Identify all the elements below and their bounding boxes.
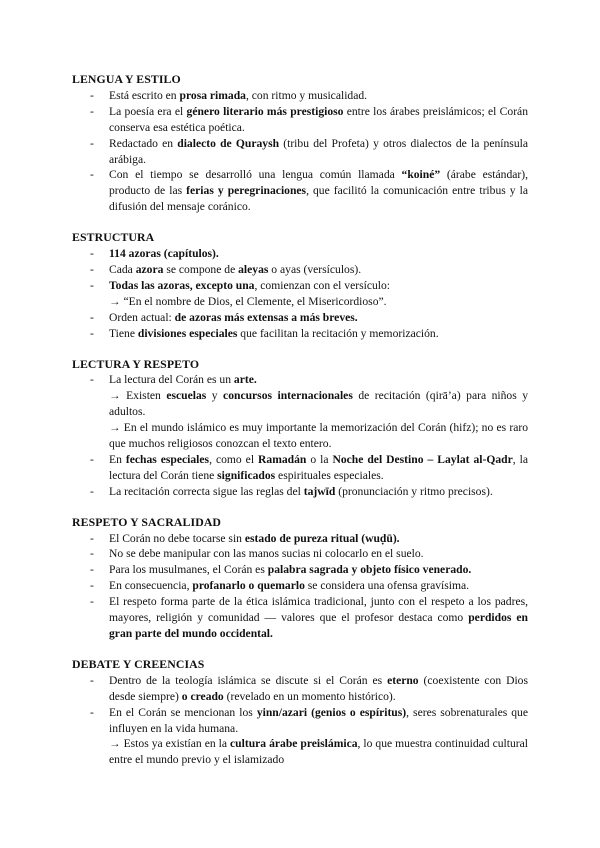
text-run: Redactado en (109, 136, 178, 150)
text-line (109, 88, 528, 104)
list-item (72, 484, 528, 500)
bold-text: significados (217, 468, 276, 482)
dash-bullet-icon: - (90, 484, 94, 498)
list-item (72, 372, 528, 452)
text-line (109, 326, 528, 342)
bold-text: fechas especiales (125, 452, 210, 466)
bold-text: perdidos en gran parte del mundo occidental. (109, 611, 528, 640)
text-run: (coexistente con Dios desde siempre) (109, 673, 528, 703)
dash-bullet-icon: - (90, 705, 94, 719)
text-line (109, 310, 528, 326)
text-run: se compone de (163, 262, 239, 276)
list-item (72, 673, 528, 705)
dash-bullet-icon: - (90, 547, 94, 561)
section (72, 72, 528, 215)
bold-text: o creado (181, 689, 224, 703)
text-run: Tiene (109, 326, 138, 340)
dash-bullet-icon: - (90, 531, 94, 545)
text-line (109, 167, 528, 215)
dash-bullet-icon: - (90, 579, 94, 593)
list-item (72, 262, 528, 278)
section-heading: RESPETO Y SACRALIDAD (72, 514, 222, 529)
section-heading: LECTURA Y RESPETO (72, 356, 200, 371)
text-run: No se debe manipular con las manos sucias ni colocarlo en el suelo. (109, 547, 424, 561)
bold-text: tajwīd (303, 484, 336, 498)
section-heading: ESTRUCTURA (72, 230, 155, 245)
bold-text: divisiones especiales (137, 326, 238, 340)
dash-bullet-icon: - (90, 88, 94, 102)
text-run: (pronunciación y ritmo precisos). (335, 484, 493, 498)
bold-text: palabra sagrada y objeto físico venerado. (267, 563, 472, 577)
text-run: , que facilitó la comunicación entre tribus y la difusión del mensaje coránico. (109, 184, 528, 214)
text-run: , la lectura del Corán tiene (109, 452, 528, 482)
text-line (109, 104, 528, 136)
dash-bullet-icon: - (90, 563, 94, 577)
bold-text: “koiné” (401, 168, 441, 182)
bold-text: Ramadán (258, 452, 307, 466)
list-item (72, 88, 528, 104)
dash-bullet-icon: - (90, 136, 94, 150)
dash-bullet-icon: - (90, 373, 94, 387)
bullet-list (72, 246, 528, 341)
text-run: La recitación correcta sigue las reglas del (109, 484, 304, 498)
text-run: En (109, 452, 126, 466)
text-run: (árabe estándar), producto de las (109, 168, 529, 198)
bold-text: cultura árabe preislámica (230, 737, 358, 751)
list-item (72, 246, 528, 262)
text-run: → “En el nombre de Dios, el Clemente, el Misericordioso”. (109, 294, 387, 308)
bold-text: de azoras más extensas a más breves. (174, 310, 358, 324)
section (72, 657, 528, 768)
text-run: o la (306, 452, 333, 466)
text-run: , lo que muestra continuidad cultural entre el mundo previo y el islamizado (109, 737, 528, 767)
text-run: (tribu del Profeta) y otros dialectos de la península arábiga. (109, 136, 528, 166)
section (72, 357, 528, 500)
section (72, 515, 528, 642)
text-run: y (206, 389, 224, 403)
text-line (109, 294, 528, 310)
bullet-list (72, 673, 528, 768)
text-line (109, 372, 528, 388)
bullet-list (72, 372, 528, 499)
bold-text: arte. (233, 373, 257, 387)
text-run: (revelado en un momento histórico). (223, 689, 396, 703)
text-line (109, 578, 528, 594)
list-item (72, 705, 528, 769)
text-run: Con el tiempo se desarrolló una lengua común llamada (109, 168, 402, 182)
text-run: → Existen (109, 389, 167, 403)
text-run: El respeto forma parte de la ética islámica tradicional, junto con el respeto a los padres, mayores, religión y comunidad — valores que el profesor destaca como (109, 595, 528, 625)
dash-bullet-icon: - (90, 673, 94, 687)
text-run: entre los árabes preislámicos; el Corán conserva esa estética poética. (109, 104, 528, 134)
text-run: La lectura del Corán es un (109, 373, 234, 387)
text-run: En consecuencia, (109, 579, 193, 593)
dash-bullet-icon: - (90, 104, 94, 118)
text-line (109, 594, 528, 642)
text-line (109, 546, 528, 562)
bold-text: eterno (387, 673, 419, 687)
dash-bullet-icon: - (90, 247, 94, 261)
bold-text: género literario más prestigioso (186, 104, 344, 118)
bold-text: yinn/azari (genios o espíritus) (256, 705, 407, 719)
bold-text: escuelas (166, 389, 207, 403)
text-run: , como el (209, 452, 259, 466)
bold-text: 114 azoras (capítulos). (109, 247, 219, 261)
list-item (72, 578, 528, 594)
bold-text: azora (135, 262, 164, 276)
dash-bullet-icon: - (90, 310, 94, 324)
dash-bullet-icon: - (90, 326, 94, 340)
text-line (109, 484, 528, 500)
section-heading: DEBATE Y CREENCIAS (72, 656, 205, 671)
text-run: se considera una ofensa gravísima. (304, 579, 470, 593)
text-line (109, 388, 528, 420)
bold-text: Noche del Destino – Laylat al-Qadr (332, 452, 513, 466)
list-item (72, 167, 528, 215)
text-run: Para los musulmanes, el Corán es (109, 563, 268, 577)
list-item (72, 278, 528, 310)
bold-text: estado de pureza ritual (wuḍū). (244, 531, 400, 545)
text-run: espirituales especiales. (275, 468, 384, 482)
text-run: Está escrito en (109, 88, 180, 102)
text-run: , comienzan con el versículo: (254, 278, 391, 292)
text-run: La poesía era el (109, 104, 187, 118)
list-item (72, 104, 528, 136)
text-run: , con ritmo y musicalidad. (245, 88, 368, 102)
list-item (72, 531, 528, 547)
bullet-list (72, 88, 528, 215)
text-run: → Estos ya existían en la (109, 737, 231, 751)
text-line (109, 278, 528, 294)
bold-text: concursos internacionales (223, 389, 353, 403)
section (72, 230, 528, 341)
text-run: Dentro de la teología islámica se discute si el Corán es (109, 673, 388, 687)
text-run: Cada (109, 262, 136, 276)
text-run: Orden actual: (109, 310, 175, 324)
text-line (109, 452, 528, 484)
text-line (109, 262, 528, 278)
text-line (109, 531, 528, 547)
list-item (72, 136, 528, 168)
list-item (72, 562, 528, 578)
bold-text: prosa rimada (179, 88, 246, 102)
dash-bullet-icon: - (90, 168, 94, 182)
text-run: El Corán no debe tocarse sin (109, 531, 245, 545)
text-run: o ayas (versículos). (268, 262, 362, 276)
list-item (72, 452, 528, 484)
text-line (109, 420, 528, 452)
dash-bullet-icon: - (90, 595, 94, 609)
bold-text: profanarlo o quemarlo (192, 579, 305, 593)
text-run: , seres sobrenaturales que influyen en la vida humana. (109, 705, 528, 735)
list-item (72, 310, 528, 326)
text-line (109, 246, 528, 262)
text-line (109, 736, 528, 768)
text-run: En el Corán se mencionan los (109, 705, 257, 719)
text-line (109, 673, 528, 705)
list-item (72, 326, 528, 342)
list-item (72, 546, 528, 562)
text-run: de recitación (qirā’a) para niños y adultos. (109, 389, 529, 419)
text-run: que facilitan la recitación y memorización. (237, 326, 439, 340)
section-heading: LENGUA Y ESTILO (72, 72, 181, 86)
bold-text: aleyas (238, 262, 269, 276)
bold-text: dialecto de Quraysh (177, 136, 280, 150)
text-line (109, 136, 528, 168)
bullet-list (72, 531, 528, 642)
dash-bullet-icon: - (90, 262, 94, 276)
list-item (72, 594, 528, 642)
bold-text: ferias y peregrinaciones (186, 184, 307, 198)
text-line (109, 562, 528, 578)
bold-text: Todas las azoras, excepto una (109, 278, 255, 292)
text-run: → En el mundo islámico es muy importante la memorización del Corán (hifz); no es raro que muchos religiosos conozcan el texto entero. (109, 421, 528, 451)
text-line (109, 705, 528, 737)
dash-bullet-icon: - (90, 452, 94, 466)
dash-bullet-icon: - (90, 278, 94, 292)
